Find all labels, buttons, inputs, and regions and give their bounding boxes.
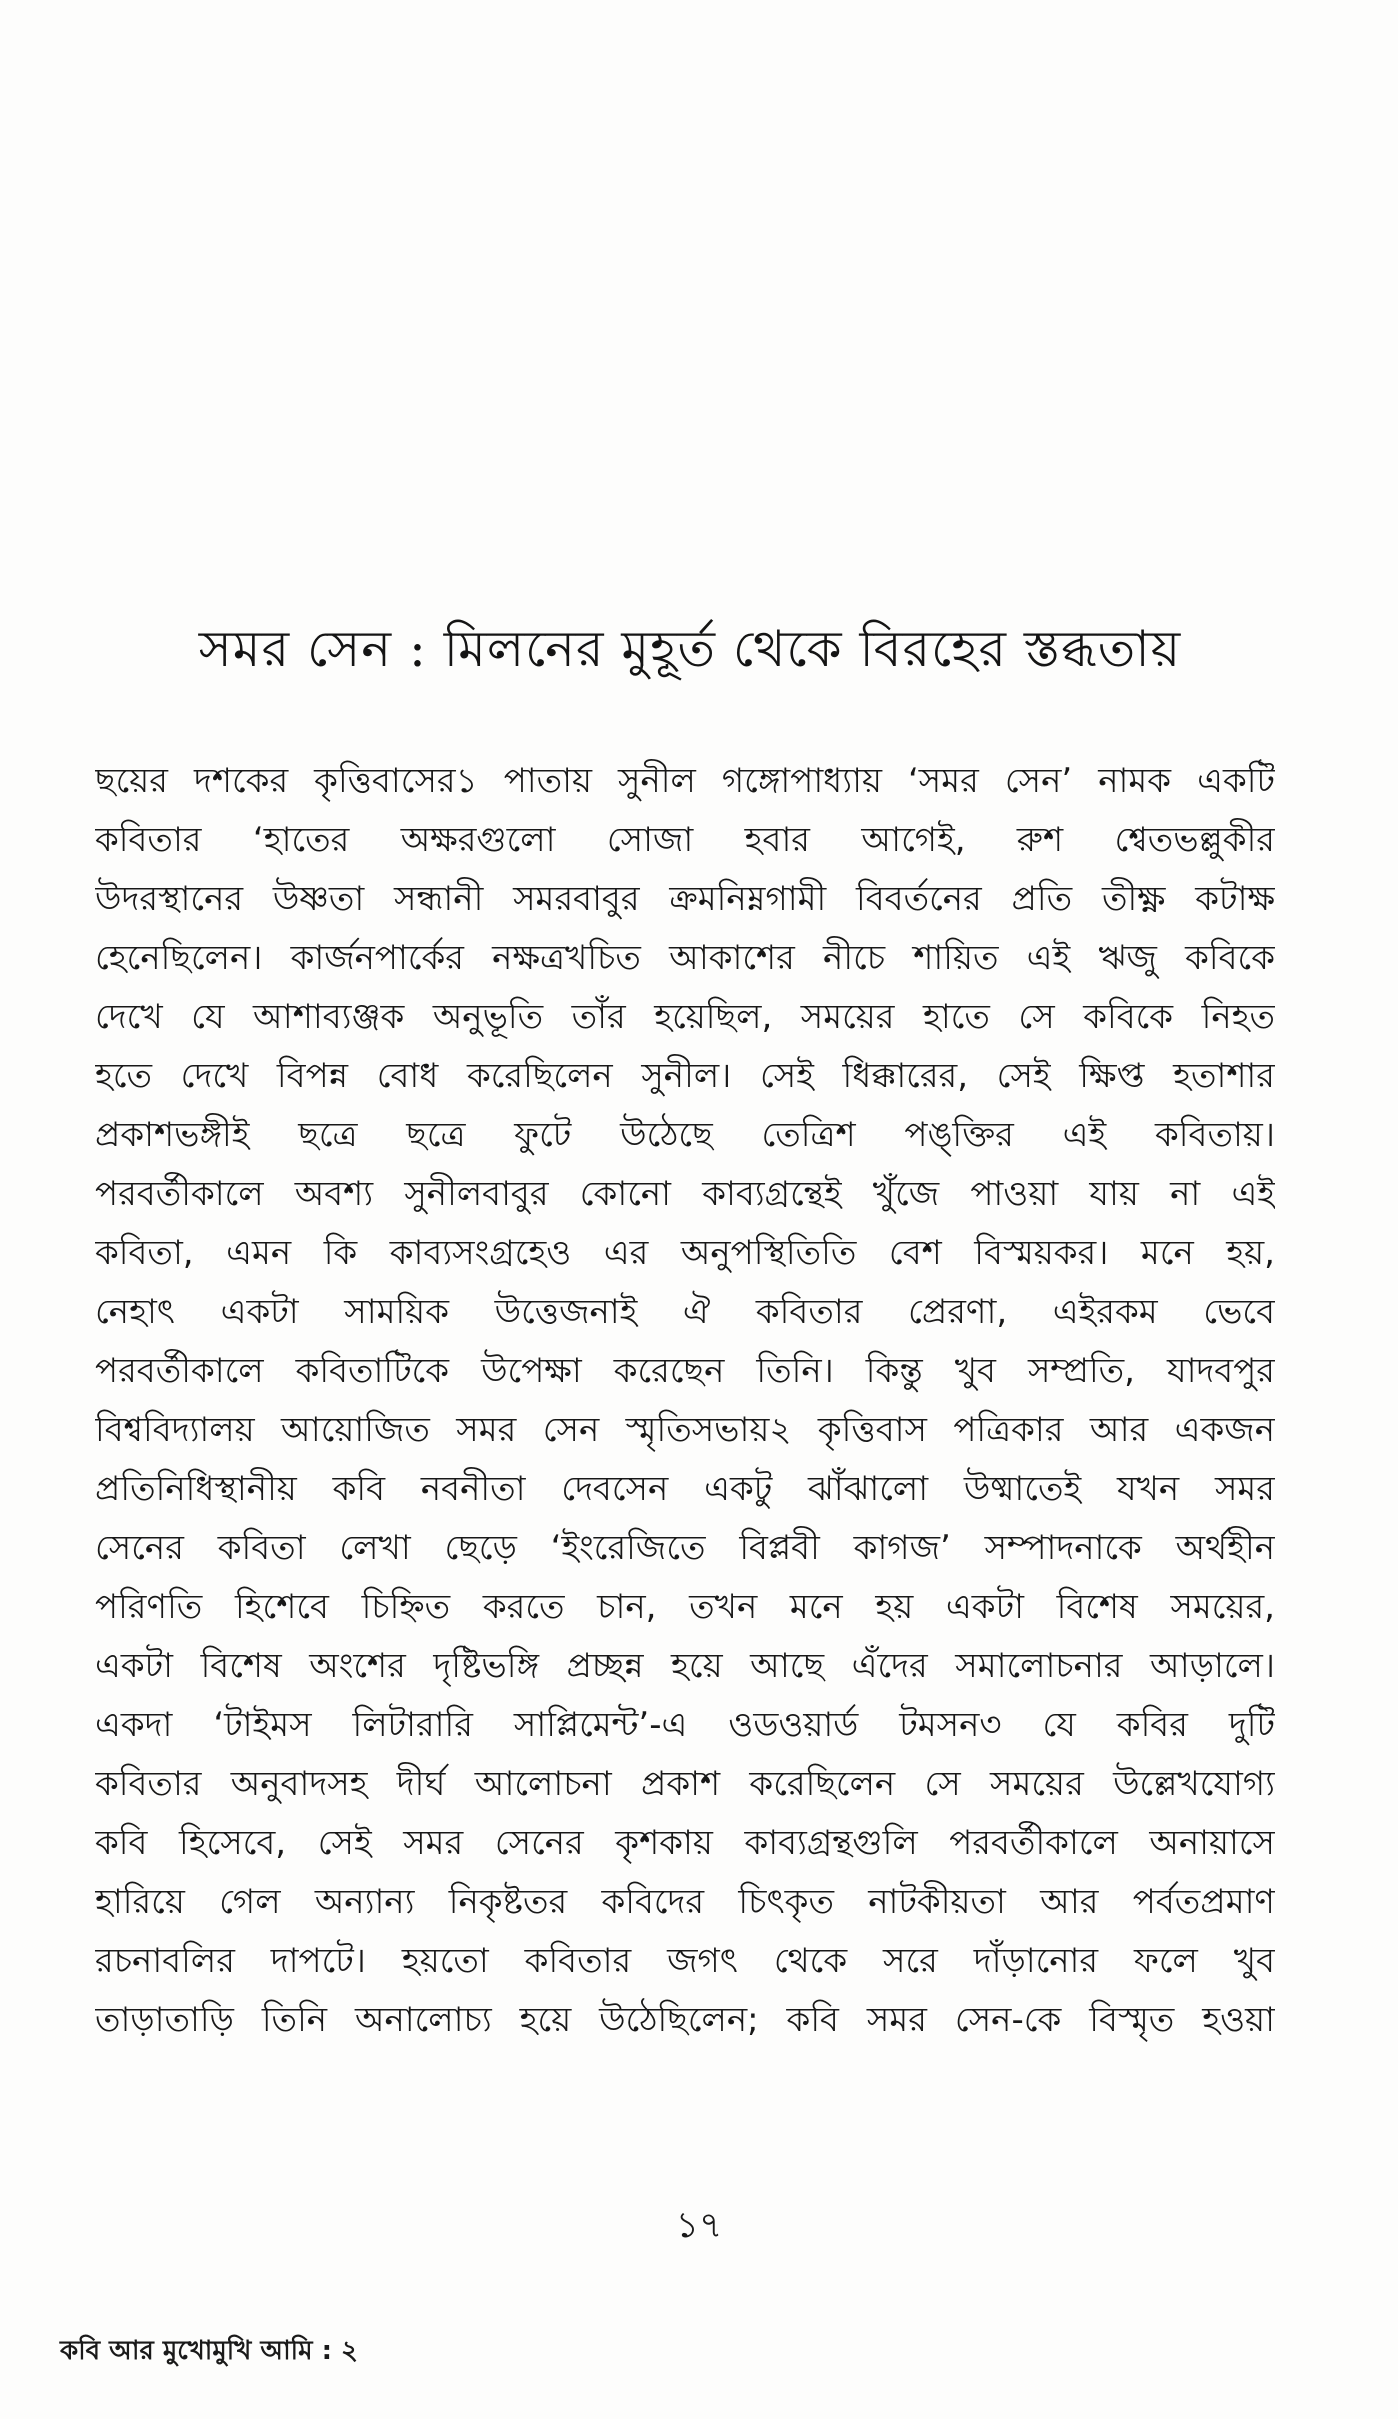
text-line: পরবর্তীকালে অবশ্য সুনীলবাবুর কোনো কাব্যগ্রন্থেই খুঁজে পাওয়া যায় না এই [95, 1174, 1275, 1214]
text-line: হেনেছিলেন। কার্জনপার্কের নক্ষত্রখচিত আকাশের নীচে শায়িত এই ঋজু কবিকে [95, 938, 1275, 978]
text-line: দেখে যে আশাব্যঞ্জক অনুভূতি তাঁর হয়েছিল, সময়ের হাতে সে কবিকে নিহত [95, 997, 1275, 1037]
text-line: নেহাৎ একটা সাময়িক উত্তেজনাই ঐ কবিতার প্রেরণা, এইরকম ভেবে [95, 1292, 1275, 1332]
text-line: একদা ‘টাইমস লিটারারি সাপ্লিমেন্ট’-এ ওডওয়ার্ড টমসন৩ যে কবির দুটি [95, 1705, 1275, 1745]
text-line: কবিতার অনুবাদসহ দীর্ঘ আলোচনা প্রকাশ করেছিলেন সে সময়ের উল্লেখযোগ্য [95, 1764, 1275, 1804]
text-line: প্রকাশভঙ্গীই ছত্রে ছত্রে ফুটে উঠেছে তেত্রিশ পঙ্‌ক্তির এই কবিতায়। [95, 1115, 1275, 1155]
text-line: কবিতা, এমন কি কাব্যসংগ্রহেও এর অনুপস্থিতিতি বেশ বিস্ময়কর। মনে হয়, [95, 1233, 1275, 1273]
text-line: হারিয়ে গেল অন্যান্য নিকৃষ্টতর কবিদের চিৎকৃত নাটকীয়তা আর পর্বতপ্রমাণ [95, 1882, 1275, 1922]
text-line: রচনাবলির দাপটে। হয়তো কবিতার জগৎ থেকে সরে দাঁড়ানোর ফলে খুব [95, 1941, 1275, 1981]
text-line: বিশ্ববিদ্যালয় আয়োজিত সমর সেন স্মৃতিসভায়২ কৃত্তিবাস পত্রিকার আর একজন [95, 1410, 1275, 1450]
text-line: ছয়ের দশকের কৃত্তিবাসের১ পাতায় সুনীল গঙ্গোপাধ্যায় ‘সমর সেন’ নামক একটি [95, 761, 1275, 801]
text-line: সেনের কবিতা লেখা ছেড়ে ‘ইংরেজিতে বিপ্লবী কাগজ’ সম্পাদনাকে অর্থহীন [95, 1528, 1275, 1568]
text-line: প্রতিনিধিস্থানীয় কবি নবনীতা দেবসেন একটু ঝাঁঝালো উষ্মাতেই যখন সমর [95, 1469, 1275, 1509]
text-line: পরবর্তীকালে কবিতাটিকে উপেক্ষা করেছেন তিনি। কিন্তু খুব সম্প্রতি, যাদবপুর [95, 1351, 1275, 1391]
text-line: তাড়াতাড়ি তিনি অনালোচ্য হয়ে উঠেছিলেন; কবি সমর সেন-কে বিস্মৃত হওয়া [95, 2000, 1275, 2040]
text-line: পরিণতি হিশেবে চিহ্নিত করতে চান, তখন মনে হয় একটা বিশেষ সময়ের, [95, 1587, 1275, 1627]
text-line: কবি হিসেবে, সেই সমর সেনের কৃশকায় কাব্যগ্রন্থগুলি পরবর্তীকালে অনায়াসে [95, 1823, 1275, 1863]
text-line: কবিতার ‘হাতের অক্ষরগুলো সোজা হবার আগেই, রুশ শ্বেতভল্লুকীর [95, 820, 1275, 860]
page-number: ১৭ [675, 2205, 723, 2246]
chapter-title: সমর সেন : মিলনের মুহূর্ত থেকে বিরহের স্তব্ধতায় [198, 620, 1182, 678]
signature-mark: কবি আর মুখোমুখি আমি : ২ [60, 2336, 358, 2366]
text-line: একটা বিশেষ অংশের দৃষ্টিভঙ্গি প্রচ্ছন্ন হয়ে আছে এঁদের সমালোচনার আড়ালে। [95, 1646, 1275, 1686]
body-paragraph [95, 752, 1275, 2050]
text-line: উদরস্থানের উষ্ণতা সন্ধানী সমরবাবুর ক্রমনিম্নগামী বিবর্তনের প্রতি তীক্ষ্ণ কটাক্ষ [95, 879, 1275, 919]
text-line: হতে দেখে বিপন্ন বোধ করেছিলেন সুনীল। সেই ধিক্কারের, সেই ক্ষিপ্ত হতাশার [95, 1056, 1275, 1096]
